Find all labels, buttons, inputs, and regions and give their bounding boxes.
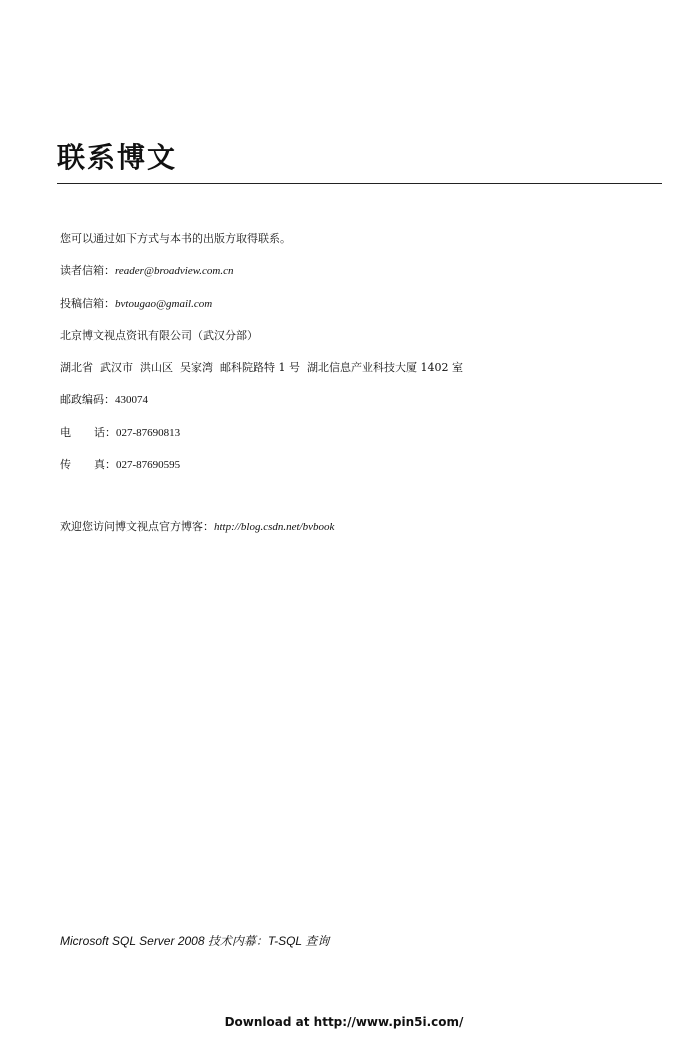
tel-label-first: 电 [60, 426, 71, 439]
tel-row [60, 425, 180, 441]
blog-link[interactable]: http://blog.csdn.net/bvbook [214, 521, 335, 533]
tel-value: 027-87690813 [116, 427, 181, 439]
blog-label: 欢迎您访问博文视点官方博客： [60, 520, 214, 533]
reader-mail-row [60, 263, 233, 279]
postcode-value: 430074 [115, 394, 148, 406]
submit-mail-link[interactable]: bvtougao@gmail.com [115, 298, 213, 310]
blog-row [60, 519, 334, 535]
footer-book-title: Microsoft SQL Server 2008 技术内幕：T-SQL 查询 [60, 934, 330, 948]
fax-label-first: 传 [60, 458, 71, 471]
intro-text: 您可以通过如下方式与本书的出版方取得联系。 [60, 232, 291, 245]
fax-row [60, 457, 180, 473]
reader-mail-label: 读者信箱： [60, 264, 115, 277]
fax-label-second: 真： [94, 458, 116, 471]
download-link[interactable]: Download at http://www.pin5i.com/ [224, 1015, 464, 1029]
reader-mail-link[interactable]: reader@broadview.com.cn [115, 265, 234, 277]
submit-mail-row [60, 296, 212, 312]
title-divider [57, 183, 662, 184]
company-name: 北京博文视点资讯有限公司（武汉分部） [60, 329, 258, 342]
postcode-label: 邮政编码： [60, 393, 115, 406]
postcode-row [60, 392, 148, 408]
tel-label-second: 话： [94, 426, 116, 439]
address: 湖北省 武汉市 洪山区 吴家湾 邮科院路特 1 号 湖北信息产业科技大厦 1402 室 [60, 361, 463, 374]
fax-value: 027-87690595 [116, 459, 181, 471]
page-title: 联系博文 [57, 141, 178, 174]
submit-mail-label: 投稿信箱： [60, 297, 115, 310]
